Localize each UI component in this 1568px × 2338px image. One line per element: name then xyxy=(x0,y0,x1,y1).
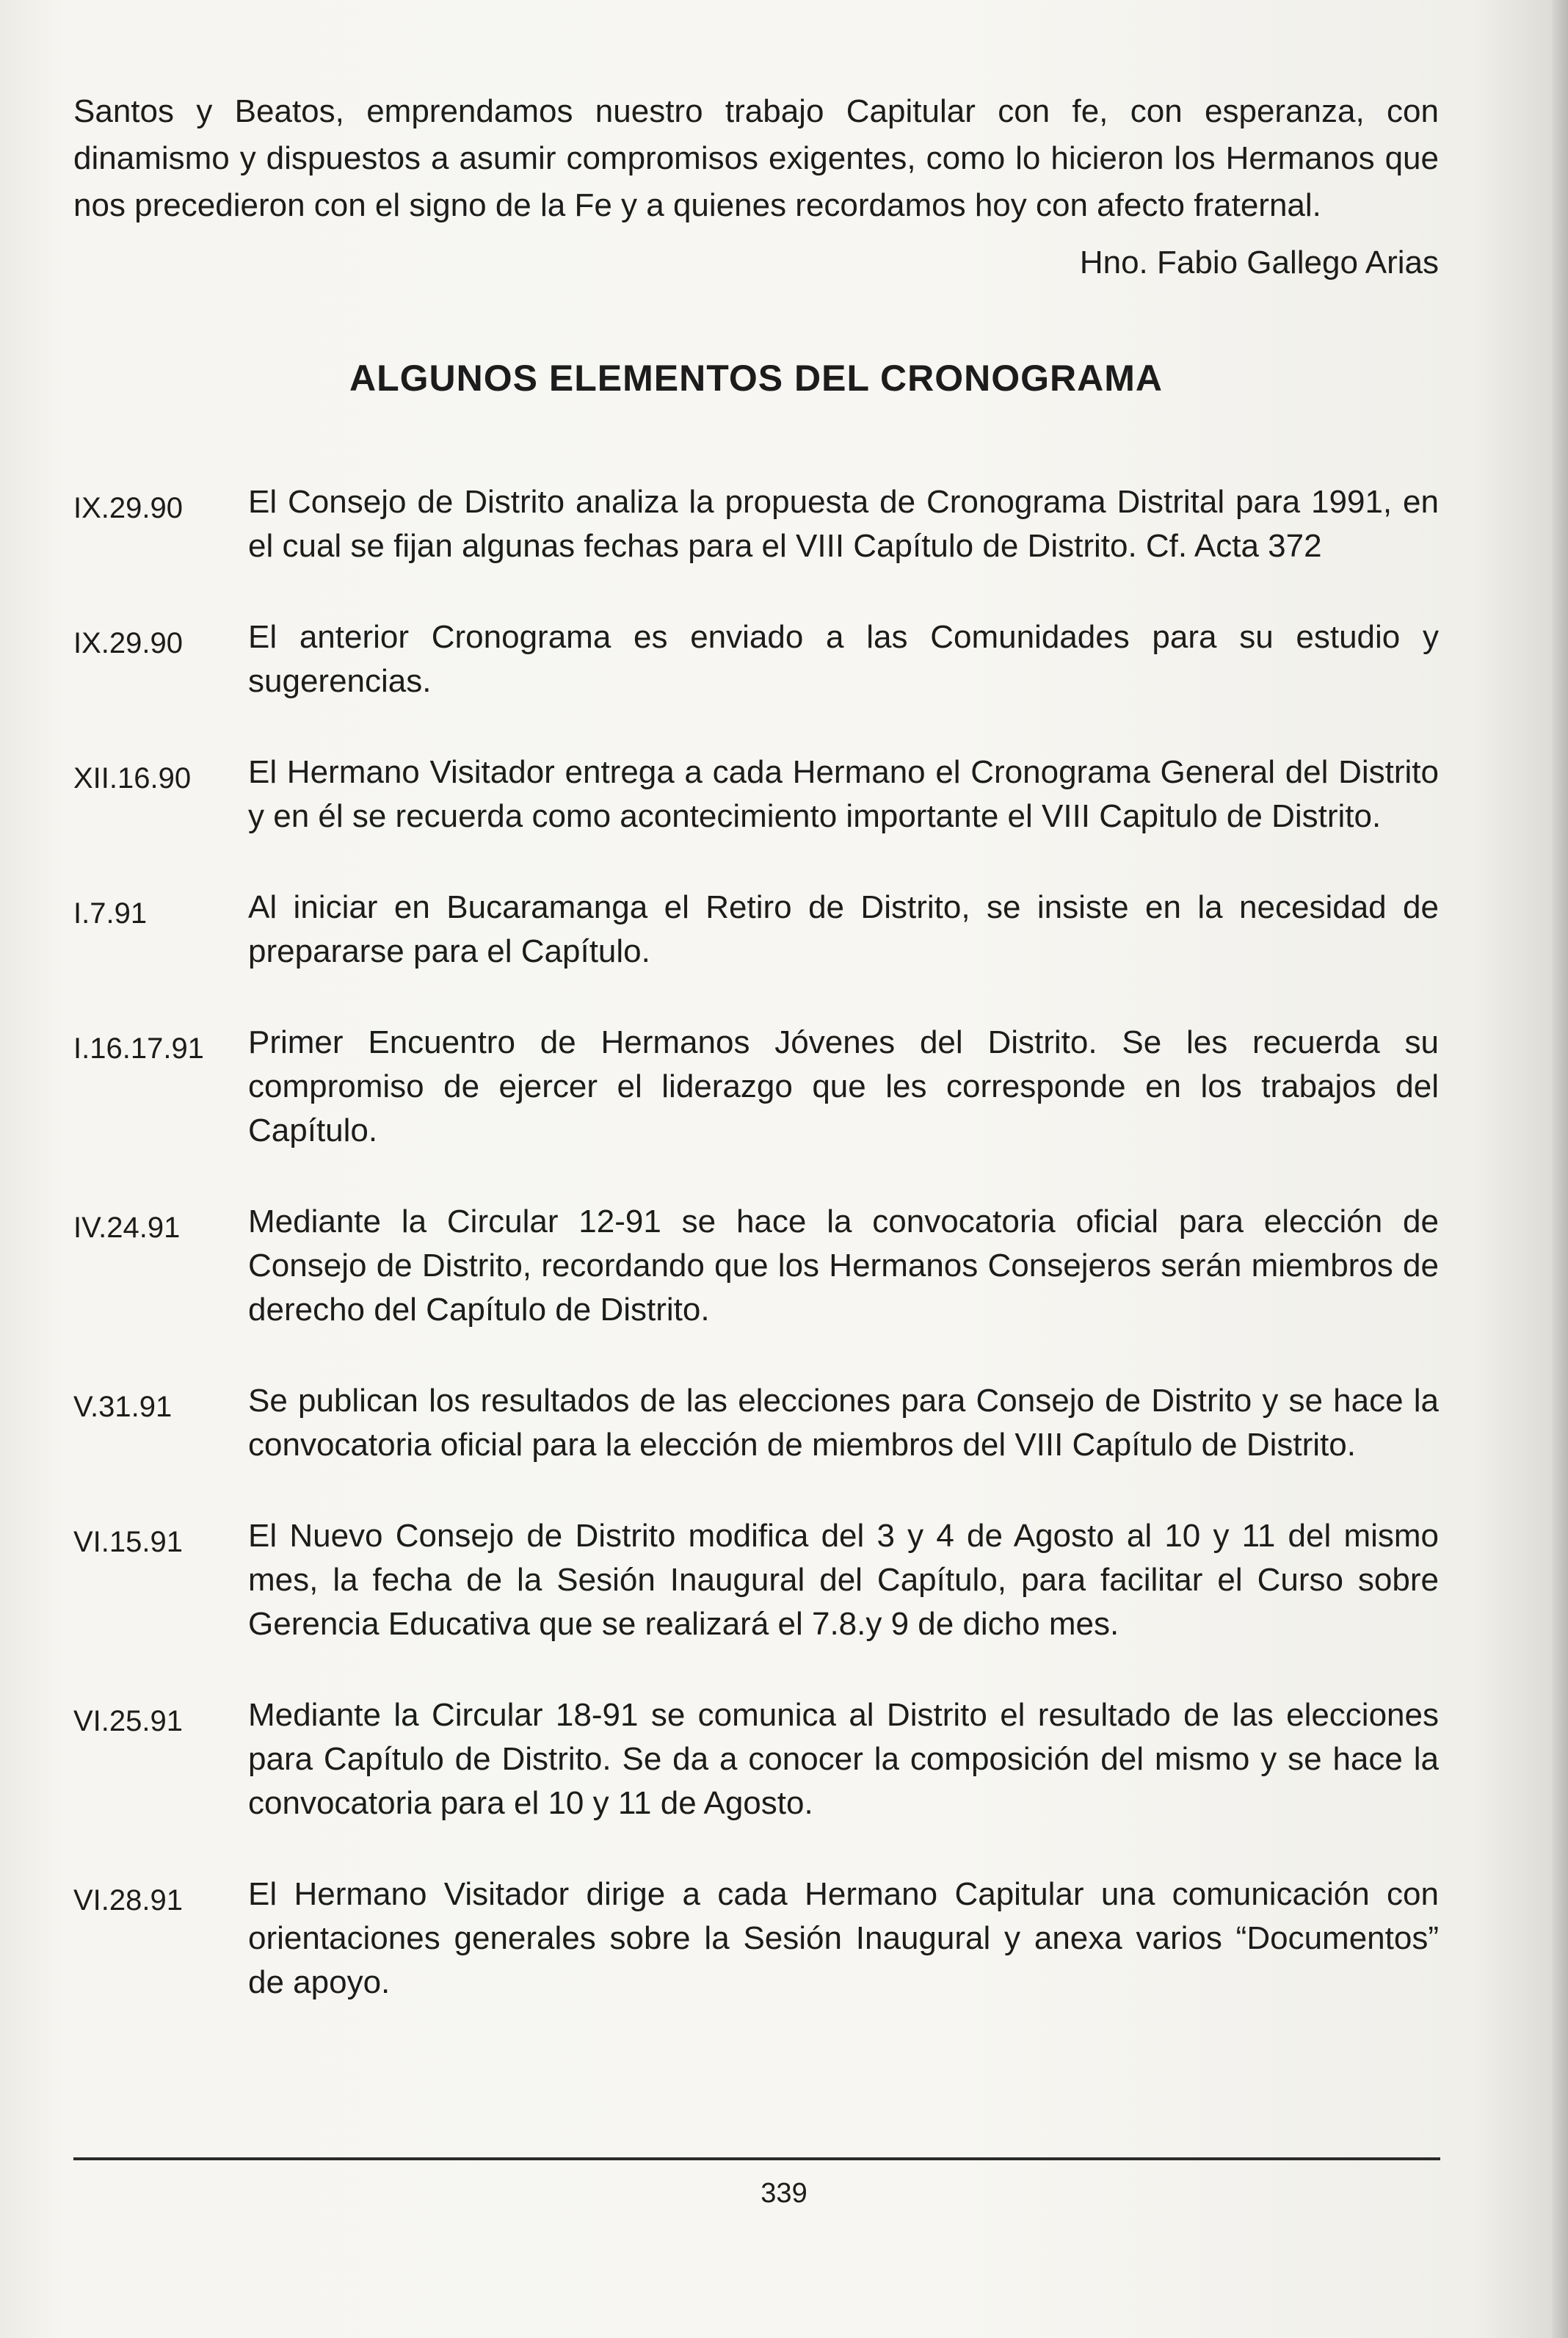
entry-date: XII.16.90 xyxy=(73,762,192,795)
entry-date: V.31.91 xyxy=(73,1391,173,1423)
intro-paragraph: Santos y Beatos, emprendamos nuestro trabajo Capitular con fe, con esperanza, con dinamismo y dispuestos a asumir compromisos exigentes, como lo hicieron los Hermanos que nos precedieron con el signo de la Fe y a quienes recordamos hoy con afecto fraternal. xyxy=(73,93,1439,223)
chronology-entry xyxy=(73,1514,1439,1646)
signature: Hno. Fabio Gallego Arias xyxy=(1079,245,1439,281)
page-edge-shadow xyxy=(1552,0,1568,2338)
entry-date: VI.28.91 xyxy=(73,1884,184,1917)
entry-text: El Hermano Visitador entrega a cada Hermano el Cronograma General del Distrito y en él se recuerda como acontecimiento importante el VIII Capitulo de Distrito. xyxy=(248,754,1439,834)
chronology-entry xyxy=(73,480,1439,568)
chronology-list xyxy=(73,480,1439,2005)
chronology-entry xyxy=(73,1021,1439,1153)
chronology-entry xyxy=(73,1200,1439,1332)
chronology-entry xyxy=(73,886,1439,974)
page-number: 339 xyxy=(761,2178,807,2209)
entry-text: Se publican los resultados de las elecciones para Consejo de Distrito y se hace la convocatoria oficial para la elección de miembros del VIII Capítulo de Distrito. xyxy=(248,1383,1439,1463)
entry-text: Al iniciar en Bucaramanga el Retiro de Distrito, se insiste en la necesidad de prepararse para el Capítulo. xyxy=(248,889,1439,969)
entry-text: El Consejo de Distrito analiza la propuesta de Cronograma Distrital para 1991, en el cual se fijan algunas fechas para el VIII Capítulo de Distrito. Cf. Acta 372 xyxy=(248,484,1439,564)
entry-date: IX.29.90 xyxy=(73,492,184,524)
entry-text: El Nuevo Consejo de Distrito modifica del 3 y 4 de Agosto al 10 y 11 del mismo mes, la fecha de la Sesión Inaugural del Capítulo, para facilitar el Curso sobre Gerencia Educativa que se realizará el 7.8.y 9 de dicho mes. xyxy=(248,1518,1439,1642)
chronology-entry xyxy=(73,615,1439,703)
entry-date: IV.24.91 xyxy=(73,1212,181,1244)
entry-date: VI.25.91 xyxy=(73,1705,184,1737)
entry-text: Primer Encuentro de Hermanos Jóvenes del Distrito. Se les recuerda su compromiso de ejercer el liderazgo que les corresponde en los trabajos del Capítulo. xyxy=(248,1024,1439,1148)
footer-rule xyxy=(73,2157,1440,2160)
section-title: ALGUNOS ELEMENTOS DEL CRONOGRAMA xyxy=(349,358,1163,399)
page-content xyxy=(73,88,1439,2052)
chronology-entry xyxy=(73,1693,1439,1825)
entry-date: I.7.91 xyxy=(73,897,148,930)
chronology-entry xyxy=(73,1379,1439,1467)
entry-text: El anterior Cronograma es enviado a las Comunidades para su estudio y sugerencias. xyxy=(248,619,1439,699)
chronology-entry xyxy=(73,1872,1439,2005)
chronology-entry xyxy=(73,750,1439,839)
entry-date: IX.29.90 xyxy=(73,627,184,659)
entry-text: Mediante la Circular 18-91 se comunica al Distrito el resultado de las elecciones para Capítulo de Distrito. Se da a conocer la composición del mismo y se hace la convocatoria para el 10 y 11 de Agosto. xyxy=(248,1697,1439,1821)
entry-date: VI.15.91 xyxy=(73,1526,184,1558)
entry-text: El Hermano Visitador dirige a cada Hermano Capitular una comunicación con orientaciones generales sobre la Sesión Inaugural y anexa varios “Documentos” de apoyo. xyxy=(248,1876,1439,2000)
entry-text: Mediante la Circular 12-91 se hace la convocatoria oficial para elección de Consejo de Distrito, recordando que los Hermanos Consejeros serán miembros de derecho del Capítulo de Distrito. xyxy=(248,1204,1439,1328)
entry-date: I.16.17.91 xyxy=(73,1032,204,1065)
